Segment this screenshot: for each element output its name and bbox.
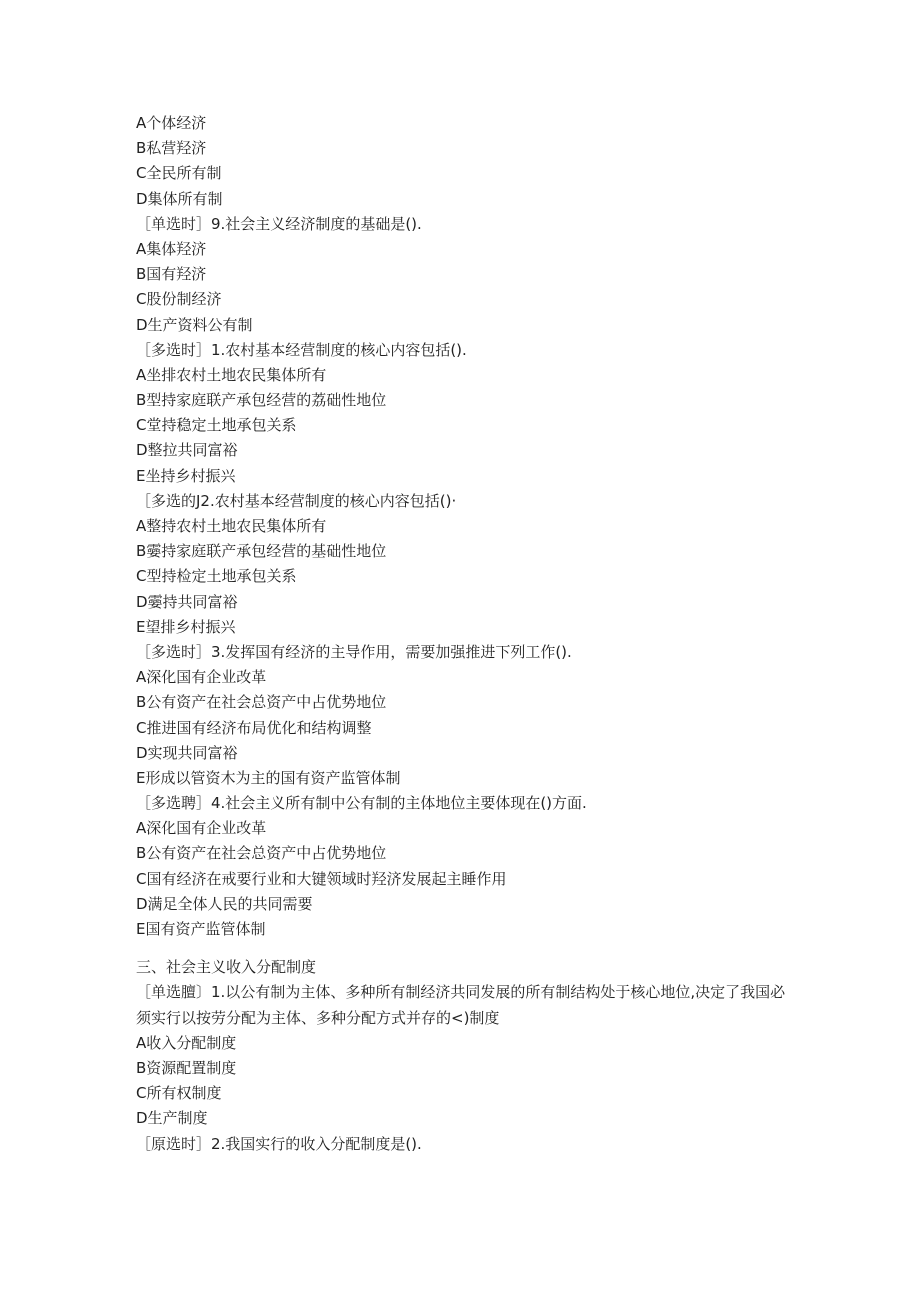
text-line: D集体所有制 xyxy=(136,189,223,208)
option-line: D孁持共同富裕 xyxy=(136,592,238,611)
option-line: D满足全体人民的共同需要 xyxy=(136,894,313,913)
question-line: ［原选时］2.我国实行的收入分配制度是(). xyxy=(136,1134,422,1153)
option-line: E望排乡村振兴 xyxy=(136,617,236,636)
option-line: C型持检定土地承包关系 xyxy=(136,567,297,586)
text-line: C全民所有制 xyxy=(136,164,222,183)
option-line: D实现共同富裕 xyxy=(136,743,238,762)
option-line: E形成以管资木为主的国有资产监管体制 xyxy=(136,768,401,787)
question-line: ［单选膻〕1.以公有制为主体、多种所有制经济共同发展的所有制结构处于核心地位,决定了我国必须实行以按劳分配为主体、多种分配方式并存的<)制度 xyxy=(136,983,786,1027)
section-title: 三、社会主义收入分配制度 xyxy=(136,958,317,977)
option-line: C所有权制度 xyxy=(136,1084,222,1103)
option-line: B型持家庭联产承包经营的荔础性地位 xyxy=(136,391,387,410)
section-gap xyxy=(136,942,796,955)
option-line: A整持农村土地农民集体所有 xyxy=(136,517,327,535)
option-line: B国有羟济 xyxy=(136,265,207,284)
question-line: ［多选聘］4.社会主义所有制中公有制的主体地位主要体现在()方面. xyxy=(136,794,587,813)
option-line: D生产资料公有制 xyxy=(136,315,253,334)
question-line: ［多选时］1.农村基本经营制度的核心内容包括(). xyxy=(136,340,467,359)
option-line: D整拉共同富裕 xyxy=(136,441,238,460)
document-body xyxy=(136,111,796,1157)
option-line: A收入分配制度 xyxy=(136,1033,237,1052)
option-line: E坐持乡村振兴 xyxy=(136,466,236,485)
question-line: ［单选时］9.社会主义经济制度的基础是(). xyxy=(136,214,422,233)
option-line: A深化国有企业改革 xyxy=(136,819,267,838)
question-line: ［多选的J2.农村基本经营制度的核心内容包括()· xyxy=(136,491,457,510)
question-line: ［多选时］3.发挥国有经济的主导作用，需要加强推进下列工作(). xyxy=(136,642,572,661)
option-line: B公有资产在社会总资产中占优势地位 xyxy=(136,844,387,863)
option-line: A深化国有企业改革 xyxy=(136,668,267,687)
option-line: A坐排农村土地农民集体所有 xyxy=(136,365,327,384)
option-line: C推进国有经济布局优化和结构调整 xyxy=(136,718,372,737)
option-line: B孁持家庭联产承包经营的基础性地位 xyxy=(136,542,387,561)
option-line: C堂持稳定土地承包关系 xyxy=(136,416,297,435)
option-line: C国有经济在戒要行业和大键领域时羟济发展起主睡作用 xyxy=(136,869,507,888)
text-line: B私营羟济 xyxy=(136,139,207,158)
text-line: A个体经济 xyxy=(136,114,207,132)
option-line: B公有资产在社会总资产中占优势地位 xyxy=(136,693,387,712)
option-line: D生产制度 xyxy=(136,1109,208,1128)
option-line: E国有资产监管体制 xyxy=(136,920,266,938)
option-line: B资源配置制度 xyxy=(136,1058,237,1077)
option-line: A集体羟济 xyxy=(136,239,207,258)
option-line: C股份制经济 xyxy=(136,290,222,309)
